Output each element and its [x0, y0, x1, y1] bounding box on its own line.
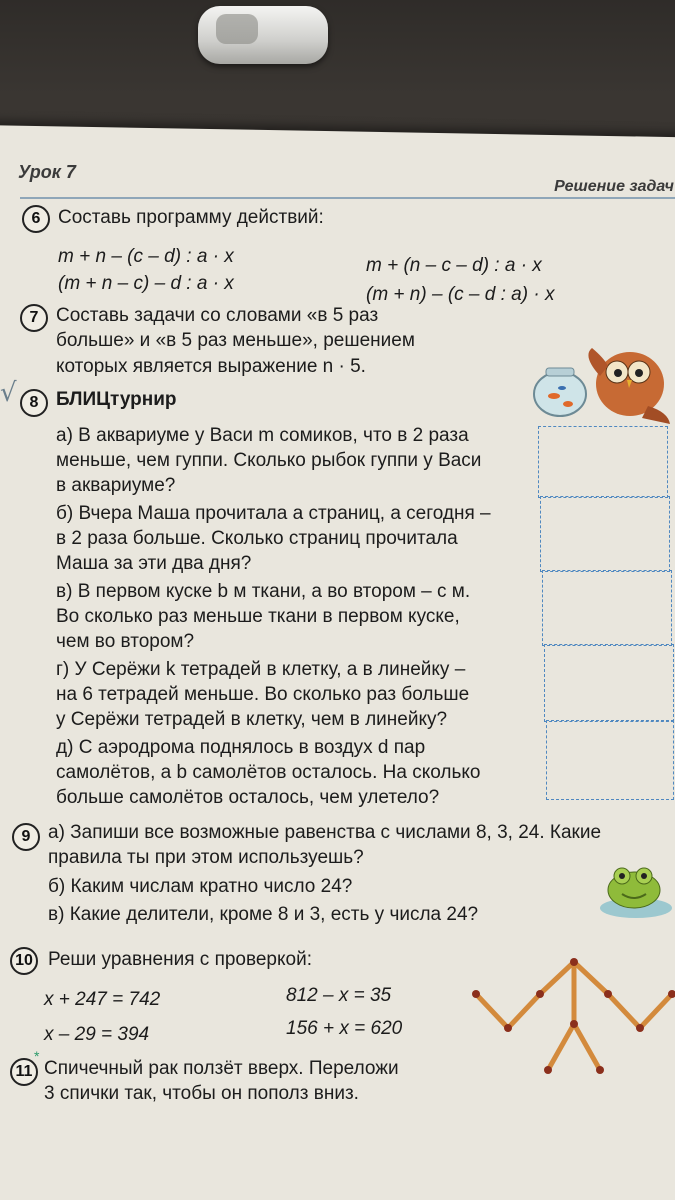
task-8c-line-3: чем во втором? [56, 631, 195, 652]
task-7-line-3: которых является выражение n · 5. [56, 356, 366, 377]
task-6-expr-3: m + (n – c – d) : a · x [366, 255, 542, 276]
topic-label: Решение задач [554, 178, 674, 195]
task-6-expr-4: (m + n) – (c – d : a) · x [366, 284, 555, 305]
owl-with-aquarium-illustration [522, 336, 672, 426]
task-9-line-1: а) Запиши все возможные равенства с числами 8, 3, 24. Какие [48, 822, 602, 843]
task-8e-line-3: больше самолётов осталось, чем улетело? [56, 787, 440, 808]
eraser-object [198, 6, 328, 64]
task-8d-line-2: на 6 тетрадей меньше. Во сколько раз больше [56, 684, 470, 705]
task-8e-line-1: д) С аэродрома поднялось в воздух d пар [56, 737, 426, 758]
task-8a-line-1: а) В аквариуме у Васи m сомиков, что в 2 раза [56, 425, 469, 446]
task-8d-line-3: у Серёжи тетрадей в клетку, чем в линейку? [56, 709, 448, 730]
match-crab-illustration [468, 954, 675, 1080]
task-6-number: 6 [22, 205, 50, 233]
task-10-number: 10 [10, 947, 38, 975]
task-11-line-2: 3 спички так, чтобы он пополз вниз. [44, 1083, 359, 1104]
page-header [18, 160, 675, 200]
task-8b-line-3: Маша за эти два дня? [56, 553, 252, 574]
header-rule [20, 197, 675, 199]
task-6-title: Составь программу действий: [58, 207, 324, 228]
equation-4: 156 + x = 620 [286, 1018, 403, 1039]
task-8a-line-3: в аквариуме? [56, 475, 176, 496]
task-7-line-1: Составь задачи со словами «в 5 раз [56, 305, 379, 326]
task-8b-line-2: в 2 раза больше. Сколько страниц прочитала [56, 528, 458, 549]
answer-box-e[interactable] [546, 720, 674, 800]
task-8-title: БЛИЦтурнир [56, 389, 177, 410]
task-11-line-1: Спичечный рак ползёт вверх. Переложи [44, 1058, 399, 1079]
task-6-expr-2: (m + n – c) – d : a · x [58, 273, 234, 294]
task-8a-line-2: меньше, чем гуппи. Сколько рыбок гуппи у Васи [56, 450, 482, 471]
lesson-label: Урок 7 [18, 162, 76, 182]
task-9-line-4: в) Какие делители, кроме 8 и 3, есть у числа 24? [48, 904, 479, 925]
task-6-expr-1: m + n – (c – d) : a · x [58, 246, 234, 267]
frog-illustration [594, 858, 675, 920]
task-9-number: 9 [12, 823, 40, 851]
task-9-line-3: б) Каким числам кратно число 24? [48, 876, 353, 897]
task-8c-line-2: Во сколько раз меньше ткани в первом куске, [56, 606, 460, 627]
task-11-number: 11 [10, 1058, 38, 1086]
task-8d-line-1: г) У Серёжи k тетрадей в клетку, а в линейку – [56, 659, 466, 680]
task-8b-line-1: б) Вчера Маша прочитала a страниц, а сегодня – [56, 503, 491, 524]
answer-box-a[interactable] [538, 426, 668, 498]
checkmark-icon: √ [0, 378, 17, 408]
equation-2: x – 29 = 394 [44, 1024, 150, 1045]
answer-box-c[interactable] [542, 570, 672, 646]
task-10-title: Реши уравнения с проверкой: [48, 949, 312, 970]
equation-1: x + 247 = 742 [44, 989, 161, 1010]
task-7-number: 7 [20, 304, 48, 332]
task-11-star: * [34, 1048, 40, 1064]
task-8c-line-1: в) В первом куске b м ткани, а во втором – c м. [56, 581, 471, 602]
task-8-number: 8 [20, 389, 48, 417]
answer-box-d[interactable] [544, 644, 674, 722]
answer-box-b[interactable] [540, 496, 670, 572]
task-7-line-2: больше» и «в 5 раз меньше», решением [56, 330, 415, 351]
task-8e-line-2: самолётов, а b самолётов осталось. На сколько [56, 762, 481, 783]
equation-3: 812 – x = 35 [286, 985, 392, 1006]
task-9-line-2: правила ты при этом используешь? [48, 847, 364, 868]
